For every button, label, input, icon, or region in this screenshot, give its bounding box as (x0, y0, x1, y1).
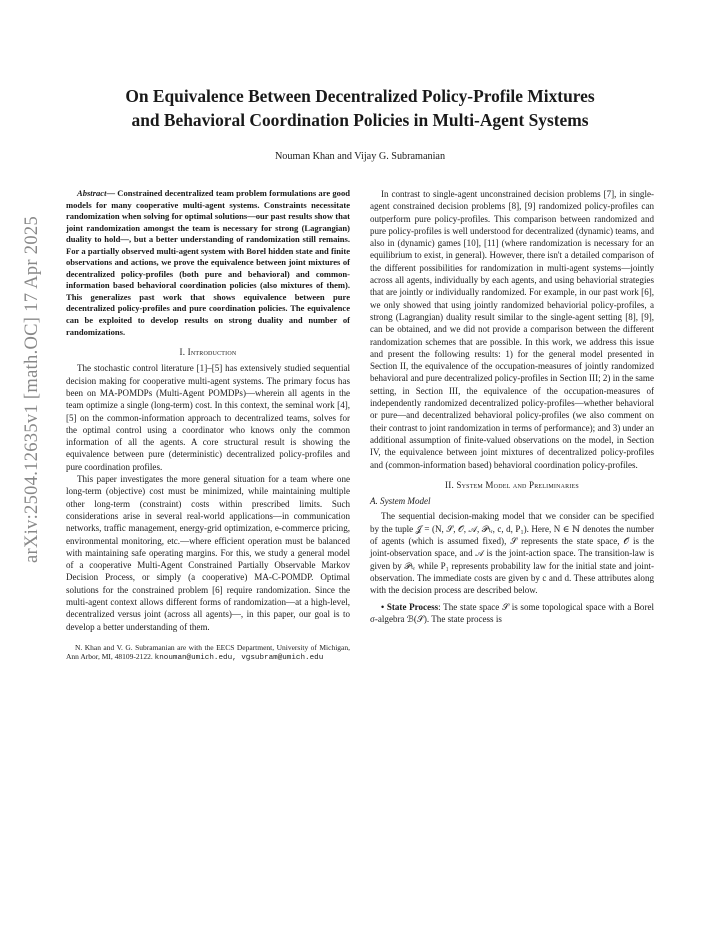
affiliation-footnote (66, 643, 350, 664)
footnote-text: N. Khan and V. G. Subramanian are with the EECS Department, University of Michigan, Ann Arbor, MI, 48109-2122. (66, 642, 350, 662)
paper-title (60, 84, 660, 132)
abstract-label: Abstract (77, 188, 107, 198)
section-heading-system-model: II. System Model and Preliminaries (445, 479, 579, 490)
bullet-text: : The state space 𝒮 is some topological space with a Borel σ-algebra ℬ(𝒮). The state process is (370, 601, 655, 624)
state-process-bullet (370, 601, 654, 626)
left-column (66, 188, 350, 664)
bullet-label: • State Process (381, 601, 439, 612)
intro-paragraph-1: The stochastic control literature [1]–[5] has extensively studied sequential decision making for cooperative multi-agent systems. The primary focus has been on MA-POMDPs (Multi-Agent POMDPs)—wherein all agents in the team optimize a single (long-term) cost. In this context, the seminal work [4], [5] on the common-information approach to decentralized teams, solves for the optimal control using a coordinator who knows only the common information of all the agents. A core structural result is showing the equivalence between pure (deterministic) decentralized policy-profiles and pure coordination profiles. (66, 363, 350, 472)
abstract (66, 188, 350, 338)
intro-paragraph-2: This paper investigates the more general situation for a team where one long-term (objective) cost must be minimized, while maintaining multiple other long-term (constraint) costs within prescribed limits. Such considerations arise in several real-world applications—in communication networks, traffic management, energy-grid optimization, e-commerce pricing, environmental monitoring, etc.—where efficient operation must be balanced with maintaining safe operating margins. For this, we study a general model of a cooperative Multi-Agent Constrained Partially Observable Markov Decision Process, or simply (a cooperative) MA-C-POMDP. Optimal solutions for the constrained problem [6] require randomization. Since the multi-agent context allows different forms of randomization—at a high-level, decentralized versus joint (across all agents)—, in this paper, our goal is to develop a better understanding of them. (66, 474, 350, 632)
model-paragraph: The sequential decision-making model that we consider can be specified by the tuple 𝒥 = (N, 𝒮, 𝒪, 𝒜, 𝒫ₜᵣ, c, d, P₁). Here, N ∈ ℕ denotes the number of agents (which is assumed fixed), 𝒮 represents the state space, 𝒪 is the joint-observation space, and 𝒜 is the joint-action space. The transition-law is given by 𝒫ₜᵣ while P₁ represents probability law for the initial state and joint-observation. The immediate costs are given by c and d. These attributes along with the decision process are described below. (370, 511, 654, 596)
authors: Nouman Khan and Vijay G. Subramanian (274, 151, 446, 162)
subsection-heading-system-model: A. System Model (370, 496, 431, 507)
arxiv-identifier: arXiv:2504.12635v1 [math.OC] 17 Apr 2025 (22, 216, 42, 564)
abstract-text: — Constrained decentralized team problem formulations are good models for many cooperative multi-agent systems. Constraints necessitate randomization when solving for optimal solutions—our past results show that joint randomization amongst the team is necessary for strong (Lagrangian) duality to hold—, but a better understanding of randomization still remains. For a partially observed multi-agent system with Borel hidden state and finite observations and actions, we prove the equivalence between joint mixtures of decentralized policy-profiles (both pure and behavioral) and common-information based behavioral coordination policies (also mixtures of them). This generalizes past work that shows equivalence between pure decentralized policy-profiles and pure coordination policies. The equivalence can be exploited to develop results on strong duality and number of randomizations. (66, 188, 350, 337)
section-heading-introduction: I. Introduction (179, 347, 237, 358)
title-line-2: and Behavioral Coordination Policies in Multi-Agent Systems (131, 110, 589, 130)
right-column (370, 188, 654, 625)
title-line-1: On Equivalence Between Decentralized Policy-Profile Mixtures (125, 86, 595, 106)
footnote-emails: knouman@umich.edu, vgsubram@umich.edu (154, 654, 324, 663)
contrast-paragraph: In contrast to single-agent unconstrained decision problems [7], in single-agent constrained decision problems [8], [9] randomized policy-profiles can outperform pure policy-profiles. This comparison between randomized and pure policy-profiles is well understood for decentralized (dynamic) teams, and also in (dynamic) games [10], [11] (where randomization is necessary for an equilibrium to exist, in general). However, there isn't a detailed comparison of the different possibilities for randomization in multi-agent systems—jointly across all agents, individually by each agents, and using behaviorial strategies that are jointly or individually randomized. For example, in our past work [6], we only showed that using jointly randomized behaviorial policy-profiles, a strong (Lagrangian) duality result similar to the single-agent setting [8], [9], can be obtained, and we did not provide a comparison between the different randomization schemes that are possible. In this work, we address this issue and present the following results: 1) for the general model presented in Section II, the equivalence of the occupation-measures of jointly randomized behavioral and pure decentralized policy-profiles in Section III; 2) in the same setting, in Section III, the equivalence of the occupation-measures of independently randomized decentralized policy-profiles—whether behavioral or pure—and decentralized behavioral policy-profiles (we also comment on their contrast to joint randomization in terms of performance); and 3) under an additional assumption of finite-valued observations on the model, in Section IV, the equivalence between joint mixtures of decentralized policy-profiles and (common-information based) behavioral coordination policy-profiles. (370, 189, 654, 470)
